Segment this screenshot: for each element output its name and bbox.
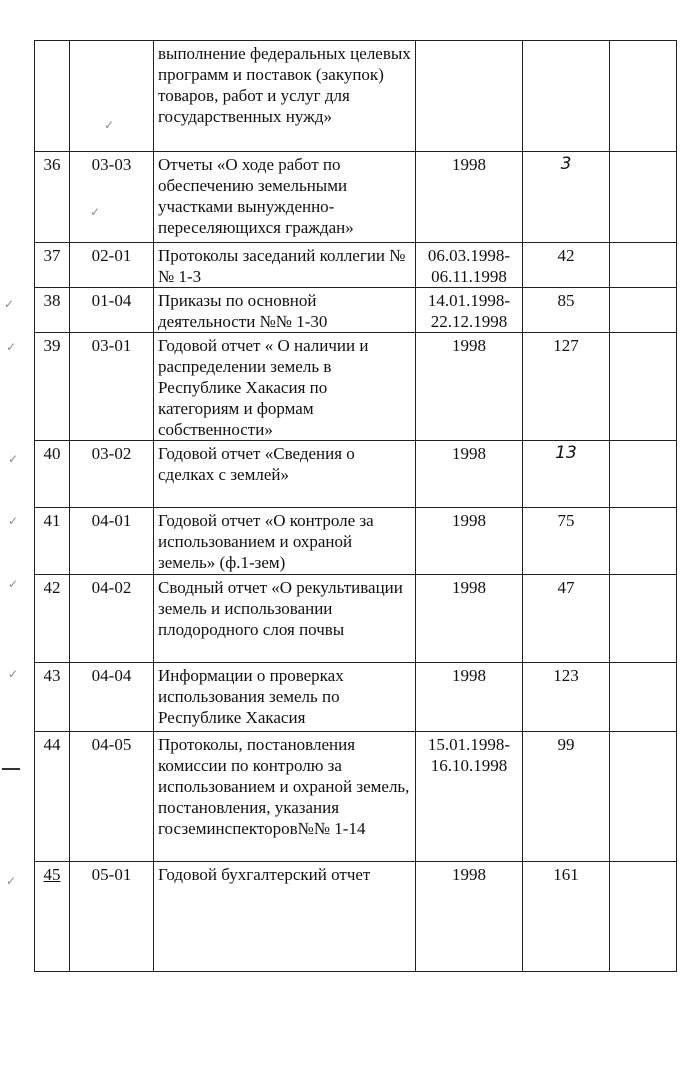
row-note [610,152,677,243]
row-title: Информации о проверках использования земель по Республике Хакасия [154,663,416,732]
row-title: Годовой бухгалтерский отчет [154,862,416,972]
row-number: 37 [35,243,70,288]
row-note [610,508,677,575]
row-dates: 14.01.1998-22.12.1998 [416,288,523,333]
row-title: Сводный отчет «О рекультивации земель и использовании плодородного слоя почвы [154,575,416,663]
row-index: 04-05 [70,732,154,862]
row-count: 75 [523,508,610,575]
row-title: Годовой отчет «О контроле за использованием и охраной земель» (ф.1-зем) [154,508,416,575]
row-note [610,288,677,333]
row-note [610,575,677,663]
row-title: выполнение федеральных целевых программ и поставок (закупок) товаров, работ и услуг для государственных нужд» [154,41,416,152]
inventory-table [34,40,677,972]
row-count: 123 [523,663,610,732]
row-note [610,732,677,862]
pencil-check-mark: ✓ [8,452,19,466]
row-note [610,663,677,732]
row-dates [416,41,523,152]
row-number: 43 [35,663,70,732]
row-number [35,41,70,152]
row-number: 41 [35,508,70,575]
row-dates: 1998 [416,663,523,732]
row-dates: 1998 [416,441,523,508]
row-index: 04-02 [70,575,154,663]
row-number: 39 [35,333,70,441]
row-note [610,41,677,152]
row-note [610,243,677,288]
row-number: 38 [35,288,70,333]
table-row [35,732,677,862]
row-number: 45 [35,862,70,972]
row-count: 3 [523,152,610,243]
pencil-check-mark: ✓ [104,118,115,132]
row-count: 42 [523,243,610,288]
row-title: Годовой отчет « О наличии и распределении земель в Республике Хакасия по категориям и формам собственности» [154,333,416,441]
row-index: 02-01 [70,243,154,288]
row-number: 44 [35,732,70,862]
row-number: 40 [35,441,70,508]
pencil-check-mark: ✓ [90,205,101,219]
row-title: Протоколы заседаний коллегии №№ 1-3 [154,243,416,288]
row-index [70,41,154,152]
row-dates: 1998 [416,862,523,972]
row-dates: 06.03.1998-06.11.1998 [416,243,523,288]
pencil-check-mark: ✓ [6,874,17,888]
row-dates: 1998 [416,575,523,663]
row-index: 05-01 [70,862,154,972]
pencil-check-mark: ✓ [8,514,19,528]
row-count: 161 [523,862,610,972]
row-note [610,862,677,972]
table-row [35,333,677,441]
row-count: 127 [523,333,610,441]
row-index: 03-02 [70,441,154,508]
row-count: 85 [523,288,610,333]
row-index: 04-01 [70,508,154,575]
pencil-check-mark: ✓ [8,577,19,591]
row-dates: 1998 [416,333,523,441]
table-row [35,288,677,333]
row-note [610,333,677,441]
row-dates: 1998 [416,508,523,575]
row-count: 47 [523,575,610,663]
table-row [35,152,677,243]
table-row [35,41,677,152]
row-number: 42 [35,575,70,663]
row-title: Протоколы, постановления комиссии по контролю за использованием и охраной земель, постановления, указания госземинспекторов№№ 1-14 [154,732,416,862]
row-count: 13 [523,441,610,508]
table-row [35,862,677,972]
row-number: 36 [35,152,70,243]
row-count [523,41,610,152]
row-index: 03-01 [70,333,154,441]
pencil-check-mark: ✓ [6,340,17,354]
table-row [35,663,677,732]
row-note [610,441,677,508]
pencil-check-mark: ✓ [4,297,15,311]
row-index: 01-04 [70,288,154,333]
table-row [35,243,677,288]
row-title: Отчеты «О ходе работ по обеспечению земельными участками вынужденно-переселяющихся граждан» [154,152,416,243]
table-row [35,441,677,508]
pencil-dash-mark [2,768,20,770]
table-row [35,575,677,663]
table-row [35,508,677,575]
row-title: Приказы по основной деятельности №№ 1-30 [154,288,416,333]
row-count: 99 [523,732,610,862]
pencil-check-mark: ✓ [8,667,19,681]
row-dates: 1998 [416,152,523,243]
row-title: Годовой отчет «Сведения о сделках с землей» [154,441,416,508]
row-index: 04-04 [70,663,154,732]
row-index: 03-03 [70,152,154,243]
row-dates: 15.01.1998-16.10.1998 [416,732,523,862]
